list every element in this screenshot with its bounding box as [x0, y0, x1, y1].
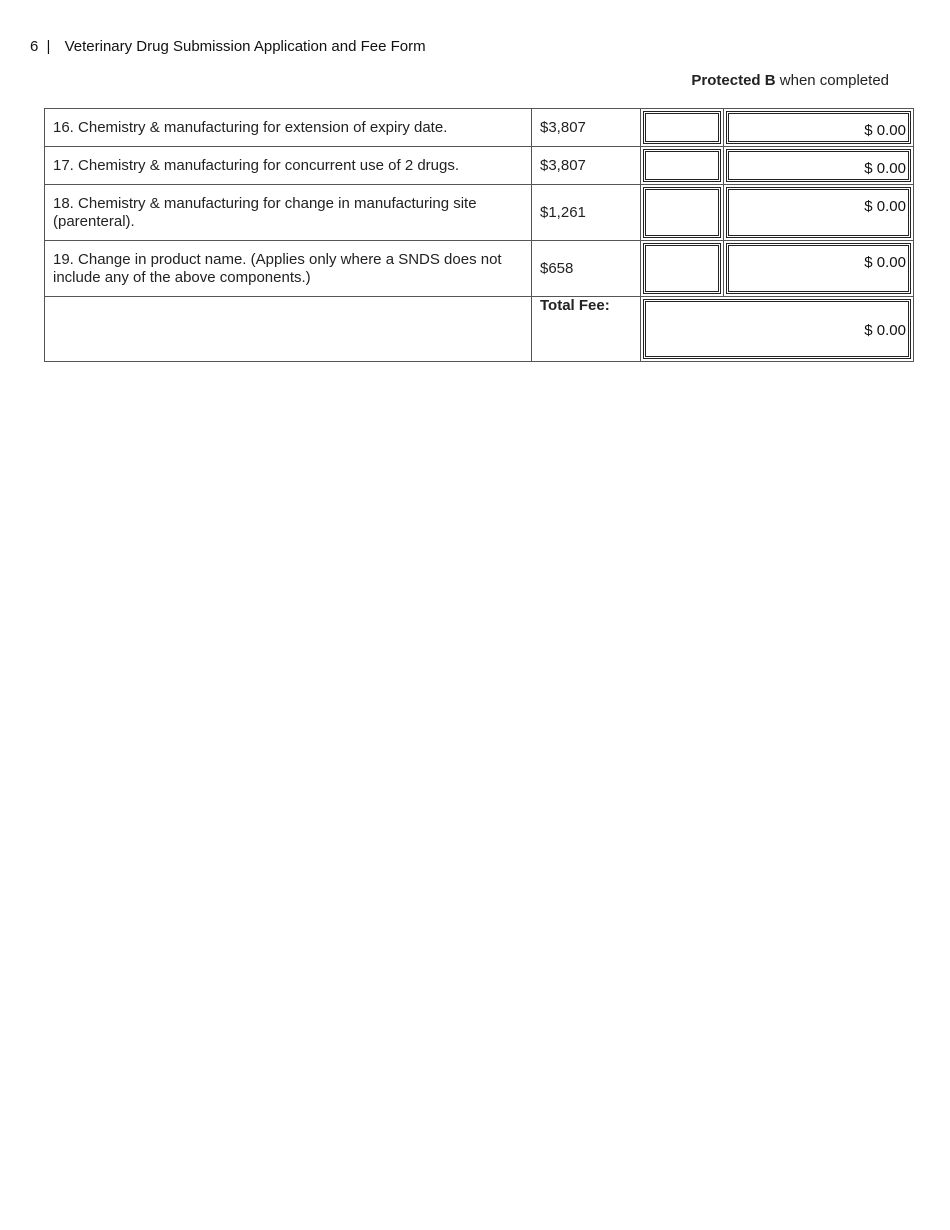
- amount-field[interactable]: $ 0.00: [726, 187, 911, 238]
- total-fee-field[interactable]: $ 0.00: [643, 299, 911, 359]
- table-row: [45, 185, 914, 241]
- quantity-field[interactable]: [643, 243, 721, 294]
- total-row: [45, 297, 914, 362]
- protected-b-notice: [691, 72, 889, 89]
- quantity-input[interactable]: [646, 190, 722, 237]
- total-fee-label: Total Fee:: [532, 297, 641, 362]
- amount-field[interactable]: $ 0.00: [726, 149, 911, 182]
- row-fee: $658: [532, 241, 641, 297]
- table-row: [45, 147, 914, 185]
- quantity-input[interactable]: [646, 114, 722, 143]
- quantity-field[interactable]: [643, 187, 721, 238]
- total-blank-cell: [45, 297, 532, 362]
- protected-b-suffix: when completed: [779, 72, 889, 89]
- table-row: [45, 109, 914, 147]
- protected-b-label: Protected B: [691, 72, 776, 89]
- page-header: [30, 38, 426, 55]
- row-description: 19. Change in product name. (Applies only where a SNDS does not include any of the above components.): [45, 241, 532, 297]
- page-number: 6: [30, 38, 39, 55]
- row-fee: $3,807: [532, 109, 641, 147]
- header-separator: |: [46, 38, 51, 55]
- quantity-input[interactable]: [646, 246, 722, 293]
- row-description: 16. Chemistry & manufacturing for extension of expiry date.: [45, 109, 532, 147]
- quantity-field[interactable]: [643, 111, 721, 144]
- quantity-field[interactable]: [643, 149, 721, 182]
- table-row: [45, 241, 914, 297]
- row-description: 17. Chemistry & manufacturing for concurrent use of 2 drugs.: [45, 147, 532, 185]
- amount-field[interactable]: $ 0.00: [726, 243, 911, 294]
- form-title: Veterinary Drug Submission Application and Fee Form: [64, 38, 426, 55]
- row-description: 18. Chemistry & manufacturing for change in manufacturing site (parenteral).: [45, 185, 532, 241]
- amount-field[interactable]: $ 0.00: [726, 111, 911, 144]
- row-fee: $1,261: [532, 185, 641, 241]
- quantity-input[interactable]: [646, 152, 722, 181]
- fee-table: [44, 108, 914, 362]
- row-fee: $3,807: [532, 147, 641, 185]
